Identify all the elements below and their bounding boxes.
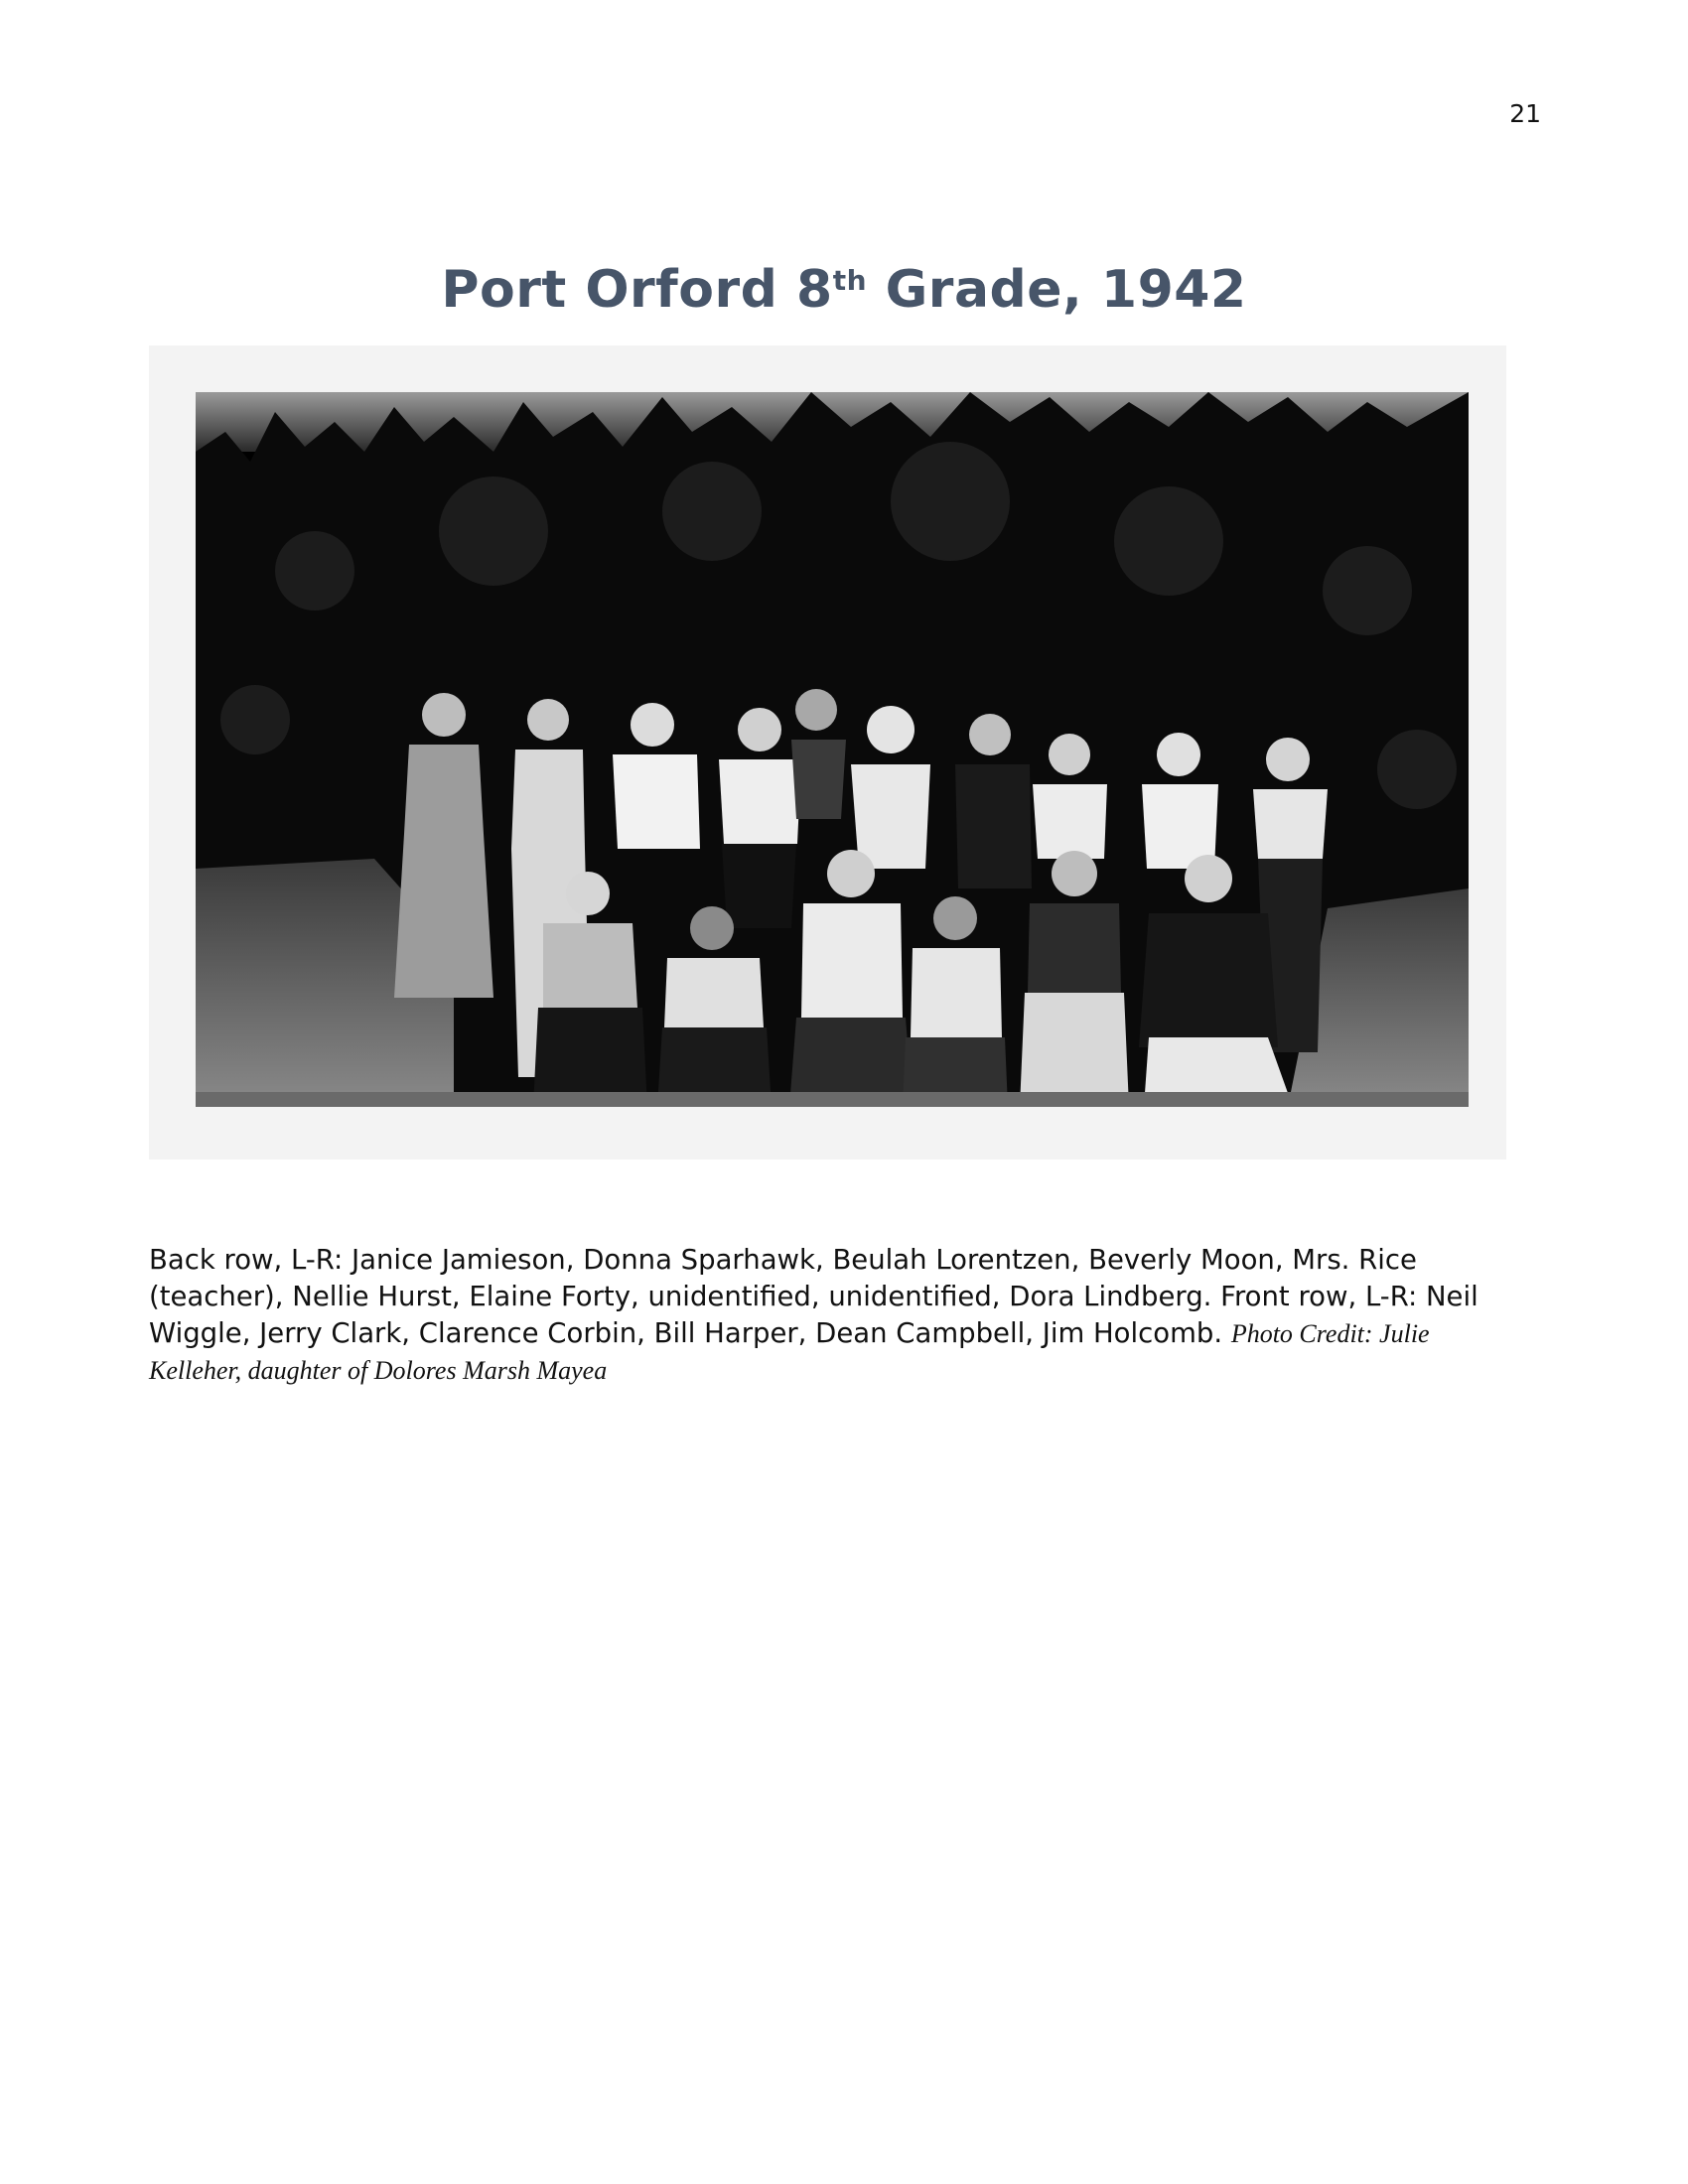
caption-text: Back row, L-R: Janice Jamieson, Donna Sparhawk, Beulah Lorentzen, Beverly Moon, Mrs. Rice (teacher), Nellie Hurst, Elaine Forty, unidentified, unidentified, Dora Lindberg. Front row, L-R: Neil Wiggle, Jerry Clark, Clarence Corbin, Bill Harper, Dean Campbell, Jim Holcomb. xyxy=(149,1244,1478,1349)
class-photo-image xyxy=(196,392,1469,1107)
page-title xyxy=(0,260,1688,320)
title-superscript: th xyxy=(832,264,868,297)
title-rest: Grade, 1942 xyxy=(867,260,1247,320)
class-photo xyxy=(196,392,1469,1107)
page-number: 21 xyxy=(1509,99,1541,128)
photo-frame xyxy=(149,345,1506,1160)
photo-caption xyxy=(149,1242,1499,1389)
photo-credit: Photo Credit: Julie Kelleher, daughter of Dolores Marsh Mayea xyxy=(149,1319,1430,1385)
title-main: Port Orford 8 xyxy=(441,260,833,320)
